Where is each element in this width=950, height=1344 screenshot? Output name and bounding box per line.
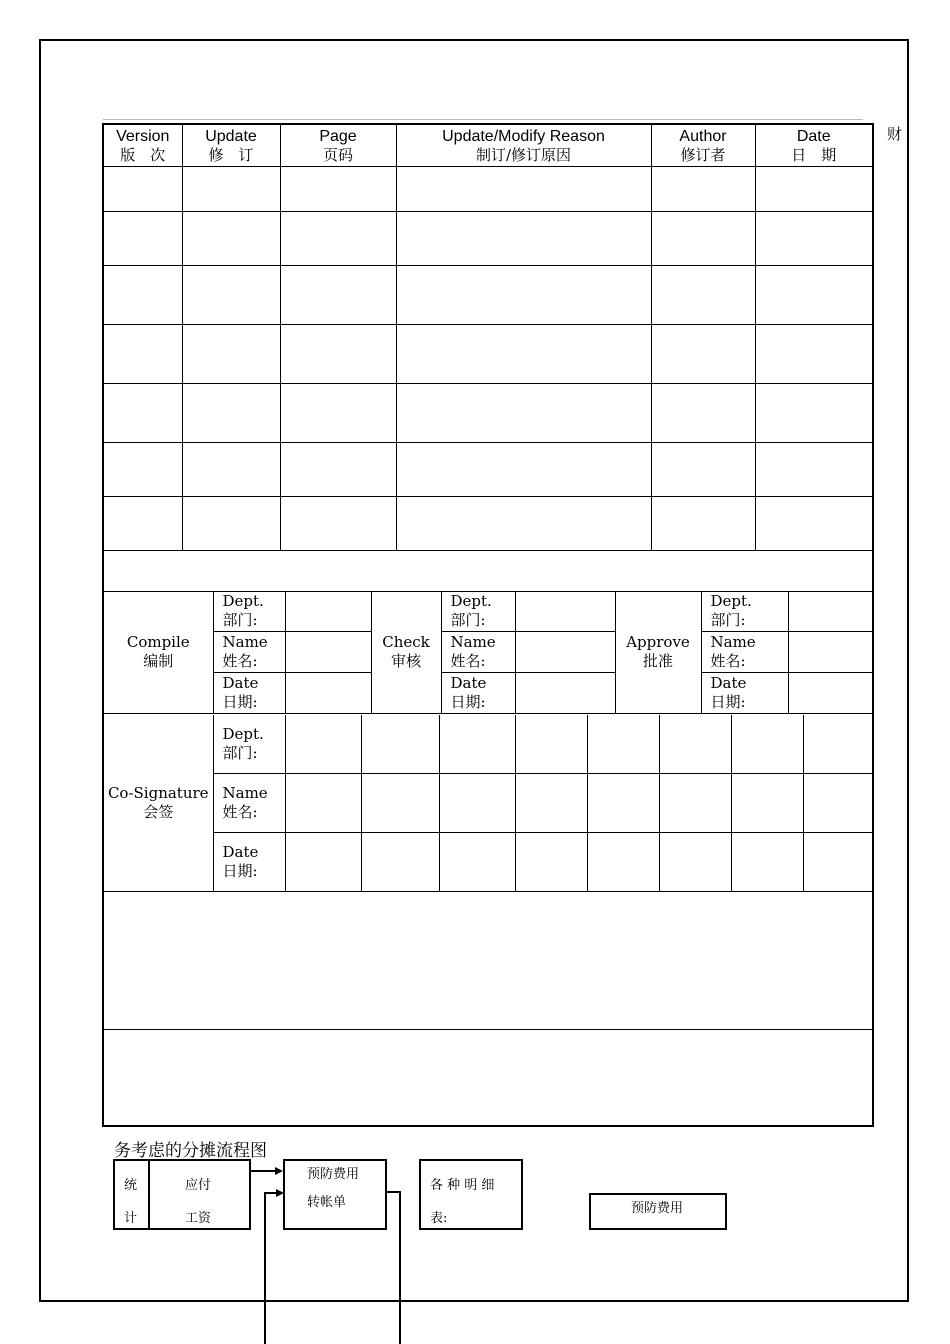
box4-label: 预防费用 xyxy=(631,1201,684,1216)
check-label: Check 审核 xyxy=(371,591,441,714)
table-row xyxy=(104,266,872,325)
cosig-dept-label: Dept. 部门: xyxy=(213,715,285,774)
header-version: Version 版 次 xyxy=(104,125,182,167)
header-reason: Update/Modify Reason 制订/修订原因 xyxy=(396,125,651,167)
cosignature-table xyxy=(104,715,872,892)
box2-line2: 转帐单 xyxy=(307,1195,347,1210)
header-page: Page 页码 xyxy=(280,125,396,167)
compile-dept-label: Dept. 部门: xyxy=(213,591,285,632)
table-row xyxy=(104,497,872,551)
flowchart-title: 务考虑的分摊流程图 xyxy=(114,1141,267,1161)
table-row xyxy=(104,212,872,266)
cosig-name-label: Name 姓名: xyxy=(213,774,285,833)
approval-table xyxy=(104,591,872,714)
compile-label: Compile 编制 xyxy=(104,591,213,714)
check-name-label: Name 姓名: xyxy=(441,632,515,673)
table-row xyxy=(104,167,872,212)
check-dept-label: Dept. 部门: xyxy=(441,591,515,632)
compile-dept-field[interactable] xyxy=(285,591,371,632)
compile-date-label: Date 日期: xyxy=(213,673,285,714)
box1-right-bottom: 工资 xyxy=(185,1211,212,1226)
cosig-date-label: Date 日期: xyxy=(213,833,285,892)
box1-left-bottom: 计 xyxy=(124,1211,138,1226)
compile-date-field[interactable] xyxy=(285,673,371,714)
approve-date-field[interactable] xyxy=(788,673,872,714)
check-date-field[interactable] xyxy=(515,673,615,714)
approve-name-field[interactable] xyxy=(788,632,872,673)
table-row xyxy=(104,325,872,384)
approve-name-label: Name 姓名: xyxy=(701,632,788,673)
approve-dept-label: Dept. 部门: xyxy=(701,591,788,632)
flow-box-payable-wages xyxy=(113,1159,251,1230)
compile-name-label: Name 姓名: xyxy=(213,632,285,673)
blank-section xyxy=(104,892,872,1030)
table-row xyxy=(104,443,872,497)
revision-table xyxy=(104,125,872,551)
header-author: Author 修订者 xyxy=(651,125,755,167)
compile-name-field[interactable] xyxy=(285,632,371,673)
cosignature-label: Co-Signature 会签 xyxy=(104,715,213,892)
revision-form xyxy=(102,123,874,1127)
box-divider xyxy=(148,1161,150,1228)
box2-line1: 预防费用 xyxy=(307,1167,360,1182)
approve-label: Approve 批准 xyxy=(615,591,701,714)
side-character: 财 xyxy=(887,125,903,143)
header-update: Update 修 订 xyxy=(182,125,280,167)
table-row xyxy=(104,384,872,443)
box1-right-top: 应付 xyxy=(185,1178,212,1193)
revision-header-row xyxy=(104,125,872,167)
check-date-label: Date 日期: xyxy=(441,673,515,714)
header-date: Date 日 期 xyxy=(755,125,872,167)
check-name-field[interactable] xyxy=(515,632,615,673)
check-dept-field[interactable] xyxy=(515,591,615,632)
box3-line1: 各 种 明 细 xyxy=(430,1178,495,1193)
flow-box-transfer-slip xyxy=(283,1159,387,1230)
flow-box-prevention-cost xyxy=(589,1193,727,1230)
approve-dept-field[interactable] xyxy=(788,591,872,632)
blank-row xyxy=(104,550,872,592)
box1-left-top: 统 xyxy=(124,1178,138,1193)
header-rule xyxy=(103,119,863,120)
flow-box-detail-tables xyxy=(419,1159,523,1230)
approve-date-label: Date 日期: xyxy=(701,673,788,714)
box3-line2: 表: xyxy=(430,1211,448,1226)
